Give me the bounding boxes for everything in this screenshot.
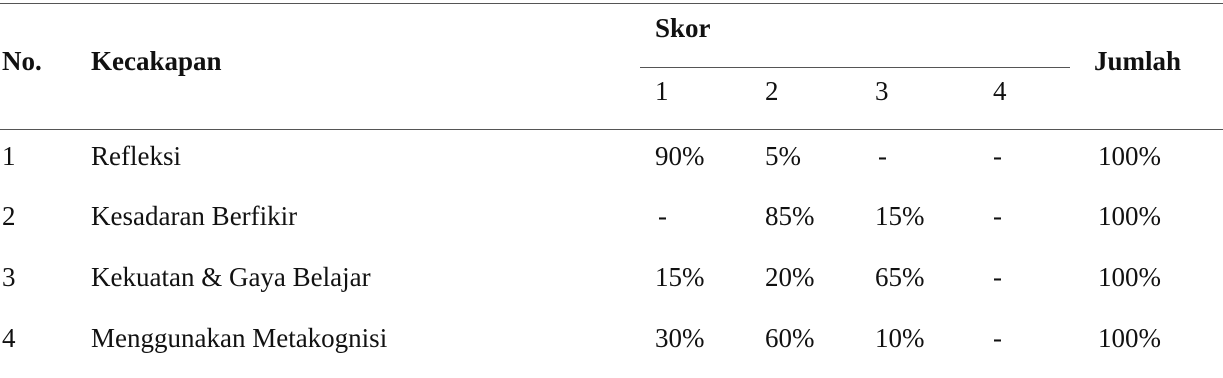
row-score-4: - bbox=[993, 141, 1002, 171]
row-score-4: - bbox=[993, 323, 1002, 353]
row-score-2: 60% bbox=[765, 323, 815, 353]
row-score-1: 90% bbox=[655, 141, 705, 171]
row-score-3: 65% bbox=[875, 262, 925, 292]
row-score-2: 85% bbox=[765, 201, 815, 231]
row-score-1: 15% bbox=[655, 262, 705, 292]
score-level-4: 4 bbox=[993, 76, 1007, 106]
row-score-1: 30% bbox=[655, 323, 705, 353]
row-jumlah: 100% bbox=[1098, 262, 1161, 292]
header-skor: Skor bbox=[655, 13, 711, 43]
row-kecakapan: Menggunakan Metakognisi bbox=[91, 323, 388, 353]
row-no: 2 bbox=[2, 201, 16, 231]
row-no: 3 bbox=[2, 262, 16, 292]
row-score-4: - bbox=[993, 201, 1002, 231]
row-score-3: - bbox=[878, 141, 887, 171]
header-kecakapan: Kecakapan bbox=[91, 46, 222, 76]
skor-subheader-rule bbox=[640, 67, 1070, 68]
row-no: 1 bbox=[2, 141, 16, 171]
header-jumlah: Jumlah bbox=[1094, 46, 1182, 76]
row-jumlah: 100% bbox=[1098, 201, 1161, 231]
row-no: 4 bbox=[2, 323, 16, 353]
row-score-1: - bbox=[658, 201, 667, 231]
row-jumlah: 100% bbox=[1098, 323, 1161, 353]
row-score-2: 5% bbox=[765, 141, 801, 171]
row-score-3: 15% bbox=[875, 201, 925, 231]
row-kecakapan: Refleksi bbox=[91, 141, 181, 171]
row-kecakapan: Kesadaran Berfikir bbox=[91, 201, 298, 231]
header-no: No. bbox=[2, 46, 42, 76]
row-score-2: 20% bbox=[765, 262, 815, 292]
score-level-3: 3 bbox=[875, 76, 889, 106]
row-jumlah: 100% bbox=[1098, 141, 1161, 171]
header-bottom-rule bbox=[0, 129, 1223, 130]
row-kecakapan: Kekuatan & Gaya Belajar bbox=[91, 262, 371, 292]
row-score-3: 10% bbox=[875, 323, 925, 353]
score-level-1: 1 bbox=[655, 76, 669, 106]
row-score-4: - bbox=[993, 262, 1002, 292]
score-level-2: 2 bbox=[765, 76, 779, 106]
table-top-rule bbox=[0, 3, 1223, 4]
